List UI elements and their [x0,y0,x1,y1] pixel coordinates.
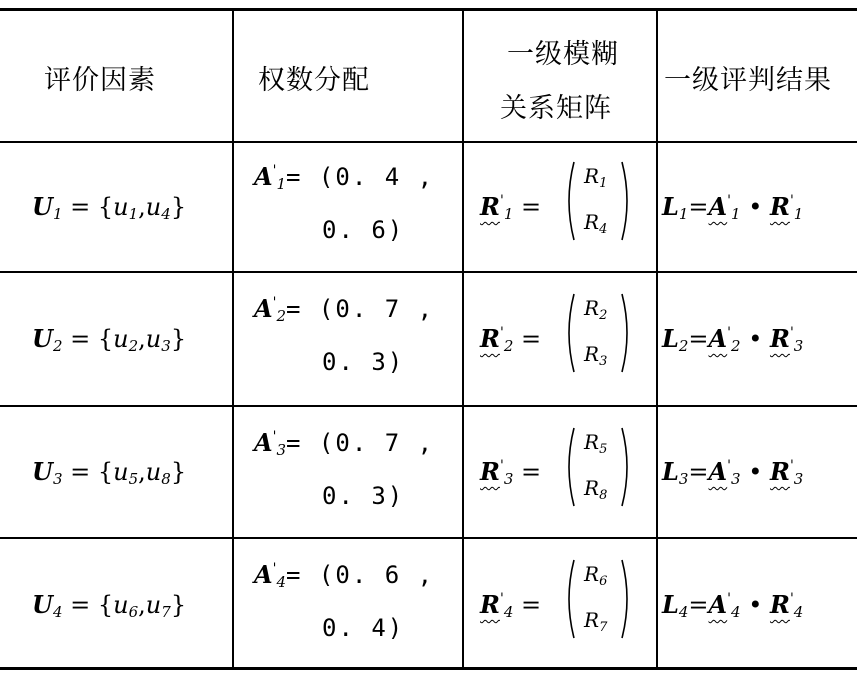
matrix-entry-top: $R_6$ [584,562,608,589]
fuzzy-matrix [562,426,634,508]
fuzzy-matrix-label: $R'_3$ = [480,457,542,488]
header-bottom-rule [0,141,857,143]
fuzzy-matrix [562,160,634,242]
weight-vector: $A'_3= (0$. 7 , [254,428,435,459]
header-evaluation-result: 一级评判结果 [664,65,832,96]
column-divider [462,9,464,669]
matrix-entry-top: $R_5$ [584,430,608,457]
header-evaluation-factor: 评价因素 [44,65,156,96]
factor-set: $U_3 = \{u_5,u_8\}$ [32,457,187,488]
header-weight-distribution: 权数分配 [258,65,370,96]
right-paren [618,292,634,374]
evaluation-result: $L_4=A'_4$ • $R'_4$ [662,590,804,621]
matrix-entry-bottom: $R_7$ [584,608,608,635]
right-paren [618,558,634,640]
weight-vector: $A'_2= (0$. 7 , [254,294,435,325]
matrix-entry-bottom: $R_3$ [584,342,608,369]
fuzzy-matrix [562,292,634,374]
right-paren [618,426,634,508]
header-fuzzy-matrix-line2: 关系矩阵 [500,93,612,124]
table-bottom-rule [0,667,857,670]
column-divider [656,9,658,669]
column-divider [232,9,234,669]
left-paren [562,160,578,242]
left-paren [562,292,578,374]
evaluation-result: $L_3=A'_3$ • $R'_3$ [662,457,804,488]
weight-vector-line2: 0. 3) [322,348,405,376]
evaluation-result: $L_2=A'_2$ • $R'_3$ [662,324,804,355]
matrix-entry-top: $R_2$ [584,296,608,323]
fuzzy-matrix-label: $R'_1$ = [480,192,542,223]
row-divider [0,405,857,407]
header-fuzzy-matrix-line1: 一级模糊 [507,39,619,70]
left-paren [562,558,578,640]
evaluation-result: $L_1=A'_1$ • $R'_1$ [662,192,804,223]
factor-set: $U_4 = \{u_6,u_7\}$ [32,590,187,621]
row-divider [0,271,857,273]
weight-vector-line2: 0. 4) [322,614,405,642]
matrix-entry-top: $R_1$ [584,164,608,191]
factor-set: $U_2 = \{u_2,u_3\}$ [32,324,187,355]
weight-vector: $A'_4= (0$. 6 , [254,560,435,591]
fuzzy-matrix-label: $R'_4$ = [480,590,542,621]
weight-vector-line2: 0. 3) [322,482,405,510]
table-top-rule [0,8,857,11]
weight-vector: $A'_1= (0$. 4 , [254,162,435,193]
fuzzy-matrix-label: $R'_2$ = [480,324,542,355]
matrix-entry-bottom: $R_4$ [584,210,608,237]
fuzzy-matrix [562,558,634,640]
left-paren [562,426,578,508]
right-paren [618,160,634,242]
row-divider [0,537,857,539]
matrix-entry-bottom: $R_8$ [584,476,608,503]
factor-set: $U_1 = \{u_1,u_4\}$ [32,192,187,223]
weight-vector-line2: 0. 6) [322,216,405,244]
